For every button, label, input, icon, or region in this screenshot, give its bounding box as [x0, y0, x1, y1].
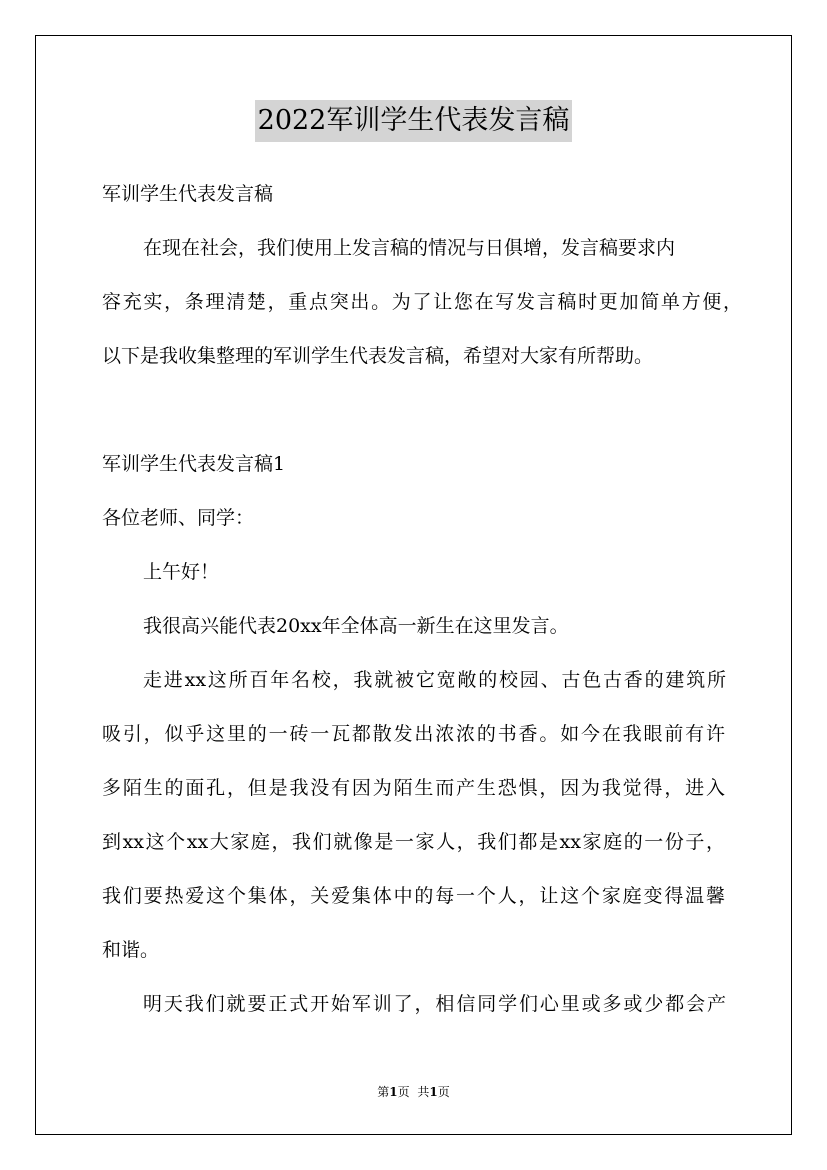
title-container: [0, 100, 827, 142]
greeting-line: 上午好！: [143, 561, 220, 583]
total-pages-suffix: 页: [437, 1085, 450, 1099]
subtitle-line: 军训学生代表发言稿: [102, 183, 274, 205]
total-pages: 1: [429, 1085, 438, 1099]
paragraph-line: 多陌生的面孔，但是我没有因为陌生而产生恐惧，因为我觉得，进入: [102, 777, 725, 799]
page-number-suffix: 页: [397, 1085, 410, 1099]
page-number: 1: [389, 1085, 398, 1099]
page-number-prefix: 第: [377, 1085, 390, 1099]
paragraph-line: 容充实，条理清楚，重点突出。为了让您在写发言稿时更加简单方便，: [102, 291, 742, 313]
paragraph-line: 明天我们就要正式开始军训了，相信同学们心里或多或少都会产: [143, 993, 726, 1015]
section-heading: 军训学生代表发言稿1: [102, 453, 286, 475]
paragraph-line: 和谐。: [102, 939, 160, 961]
document-title: 2022军训学生代表发言稿: [255, 100, 573, 142]
paragraph-line: 我很高兴能代表20xx年全体高一新生在这里发言。: [143, 615, 569, 637]
paragraph-line: 到xx这个xx大家庭，我们就像是一家人，我们都是xx家庭的一份子，: [102, 831, 725, 853]
paragraph-line: 以下是我收集整理的军训学生代表发言稿，希望对大家有所帮助。: [102, 345, 654, 367]
total-pages-prefix: 共: [417, 1085, 430, 1099]
paragraph-line: 吸引，似乎这里的一砖一瓦都散发出浓浓的书香。如今在我眼前有许: [102, 723, 725, 745]
paragraph-line: 走进xx这所百年名校，我就被它宽敞的校园、古色古香的建筑所: [143, 669, 726, 691]
paragraph-line: 在现在社会，我们使用上发言稿的情况与日俱增，发言稿要求内: [143, 237, 676, 259]
page-footer: [0, 1084, 827, 1100]
paragraph-line: 我们要热爱这个集体，关爱集体中的每一个人，让这个家庭变得温馨: [102, 885, 725, 907]
salutation-line: 各位老师、同学：: [102, 507, 255, 529]
